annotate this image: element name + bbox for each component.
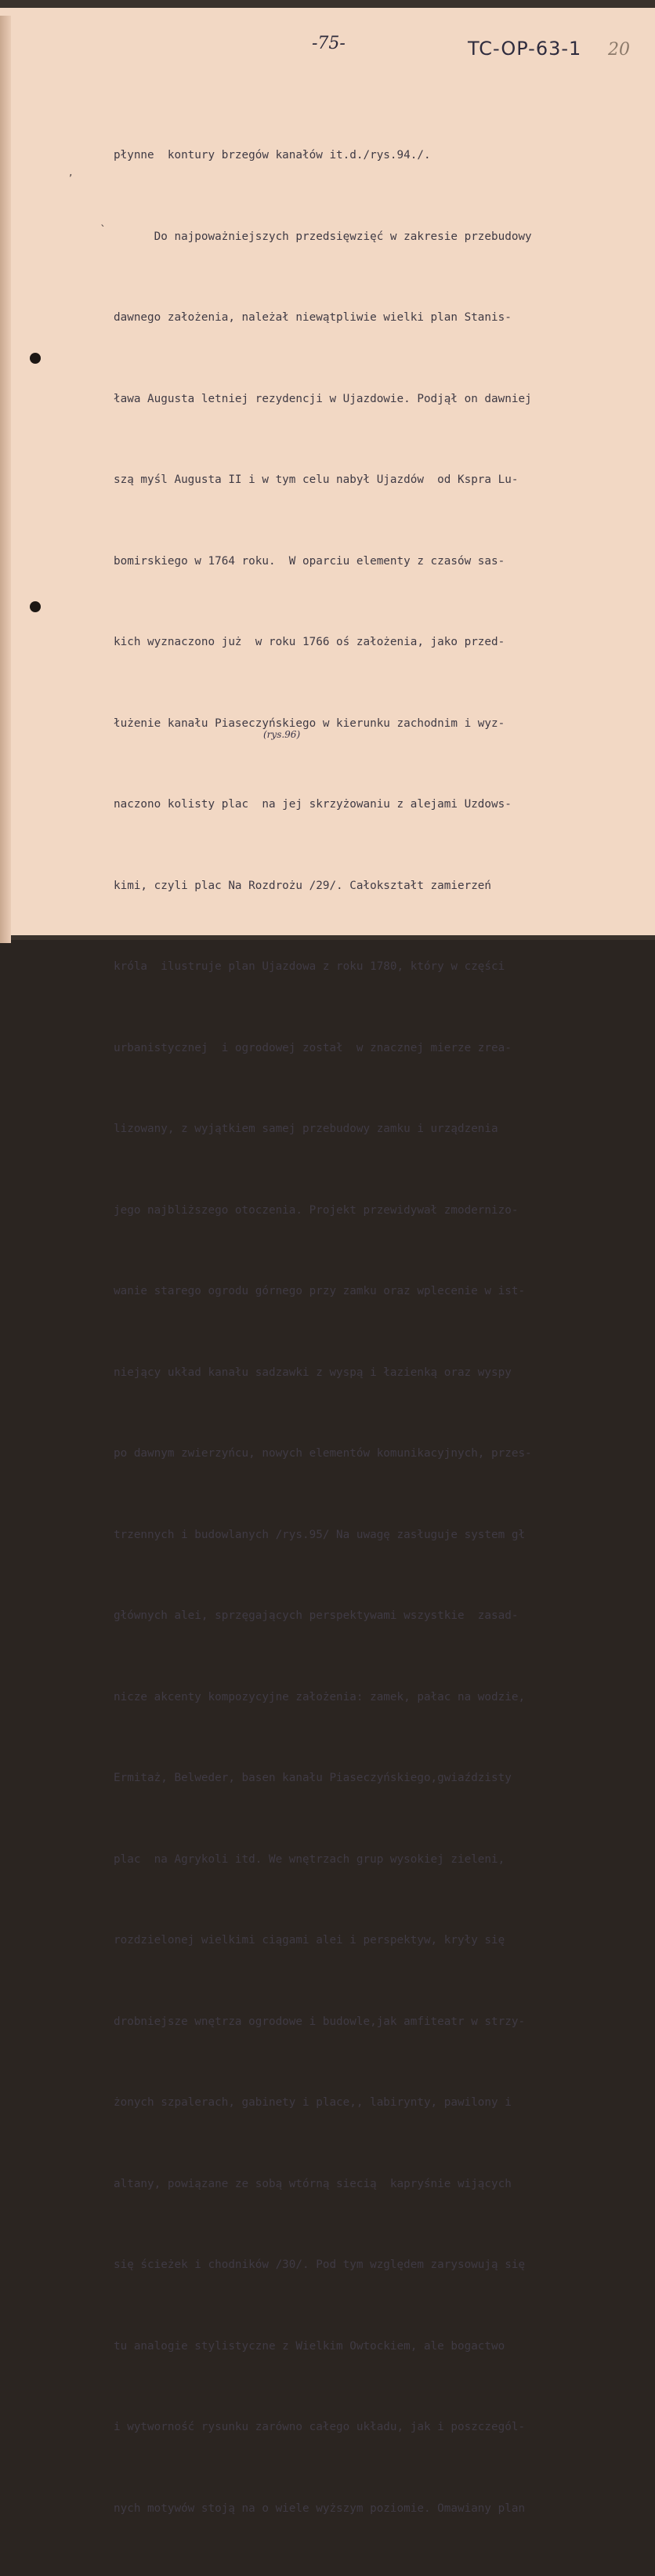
- text-line: altany, powiązane ze sobą wtórną siecią kapryśnie wijących: [114, 2177, 512, 2190]
- text-line: niejący układ kanału sadzawki z wyspą i łazienką oraz wyspy: [114, 1366, 512, 1379]
- text-line: nych motywów stoją na o wiele wyższym poziomie. Omawiany plan: [114, 2502, 526, 2515]
- text-line: bomirskiego w 1764 roku. W oparciu elementy z czasów sas-: [114, 554, 505, 568]
- archive-signature: TC-OP-63-1: [468, 38, 582, 60]
- text-line: płynne kontury brzegów kanałów it.d./rys.94./.: [114, 149, 431, 161]
- text-line: nicze akcenty kompozycyjne założenia: zamek, pałac na wodzie,: [114, 1690, 526, 1703]
- text-line: urbanistycznej i ogrodowej został w znacznej mierze zrea-: [114, 1041, 512, 1054]
- text-line: żonych szpalerach, gabinety i place,, labirynty, pawilony i: [114, 2096, 512, 2109]
- text-line: króla ilustruje plan Ujazdowa z roku 1780, który w części: [114, 960, 505, 973]
- punch-hole-icon: [30, 601, 41, 612]
- punch-hole-icon: [30, 353, 41, 364]
- text-line: łużenie kanału Piaseczyńskiego w kierunku zachodnim i wyz-: [114, 717, 505, 730]
- page-number: -75-: [312, 34, 346, 53]
- handwritten-note: (rys.96): [263, 729, 301, 740]
- text-line: kimi, czyli plac Na Rozdrożu /29/. Całokształt zamierzeń: [114, 879, 492, 892]
- text-line: trzennych i budowlanych /rys.95/ Na uwagę zasługuje system gł: [114, 1528, 526, 1541]
- text-line: się ścieżek i chodników /30/. Pod tym względem zarysowują się: [114, 2259, 526, 2271]
- text-line: tu analogie stylistyczne z Wielkim Owtockiem, ale bogactwo: [114, 2339, 505, 2353]
- text-line: plac na Agrykoli itd. We wnętrzach grup wysokiej zieleni,: [114, 1852, 505, 1866]
- text-line: po dawnym zwierzyńcu, nowych elementów komunikacyjnych, przes-: [114, 1447, 532, 1460]
- text-line: Do najpoważniejszych przedsięwzięć w zakresie przebudowy: [114, 230, 532, 243]
- text-line: głównych alei, sprzęgających perspektywami wszystkie zasad-: [114, 1609, 519, 1622]
- text-line: naczono kolisty plac na jej skrzyżowaniu z alejami Uzdows-: [114, 798, 512, 811]
- margin-tick-mark: ,: [69, 166, 73, 179]
- page-binding-edge: [0, 16, 11, 943]
- text-line: rozdzielonej wielkimi ciągami alei i perspektyw, kryły się: [114, 1934, 505, 1947]
- typed-body-text: [114, 88, 654, 2576]
- text-line: dawnego założenia, należał niewątpliwie wielki plan Stanis-: [114, 311, 512, 324]
- text-line: Ermitaż, Belweder, basen kanału Piaseczyńskiego,gwiaździsty: [114, 1772, 512, 1784]
- text-line: jego najbliższego otoczenia. Projekt przewidywał zmodernizo-: [114, 1203, 519, 1217]
- text-line: drobniejsze wnętrza ogrodowe i budowle,jak amfiteatr w strzy-: [114, 2015, 526, 2028]
- margin-tick-mark: `: [100, 224, 106, 237]
- text-line: i wytworność rysunku zarówno całego układu, jak i poszczegól-: [114, 2421, 526, 2433]
- text-line: ława Augusta letniej rezydencji w Ujazdowie. Podjął on dawniej: [114, 392, 532, 405]
- text-line: wanie starego ogrodu górnego przy zamku oraz wplecenie w ist-: [114, 1285, 526, 1297]
- sheet-number: 20: [608, 40, 630, 60]
- text-line: szą myśl Augusta II i w tym celu nabył Ujazdów od Kspra Lu-: [114, 473, 519, 486]
- text-line: lizowany, z wyjątkiem samej przebudowy zamku i urządzenia: [114, 1123, 498, 1135]
- text-line: kich wyznaczono już w roku 1766 oś założenia, jako przed-: [114, 636, 505, 648]
